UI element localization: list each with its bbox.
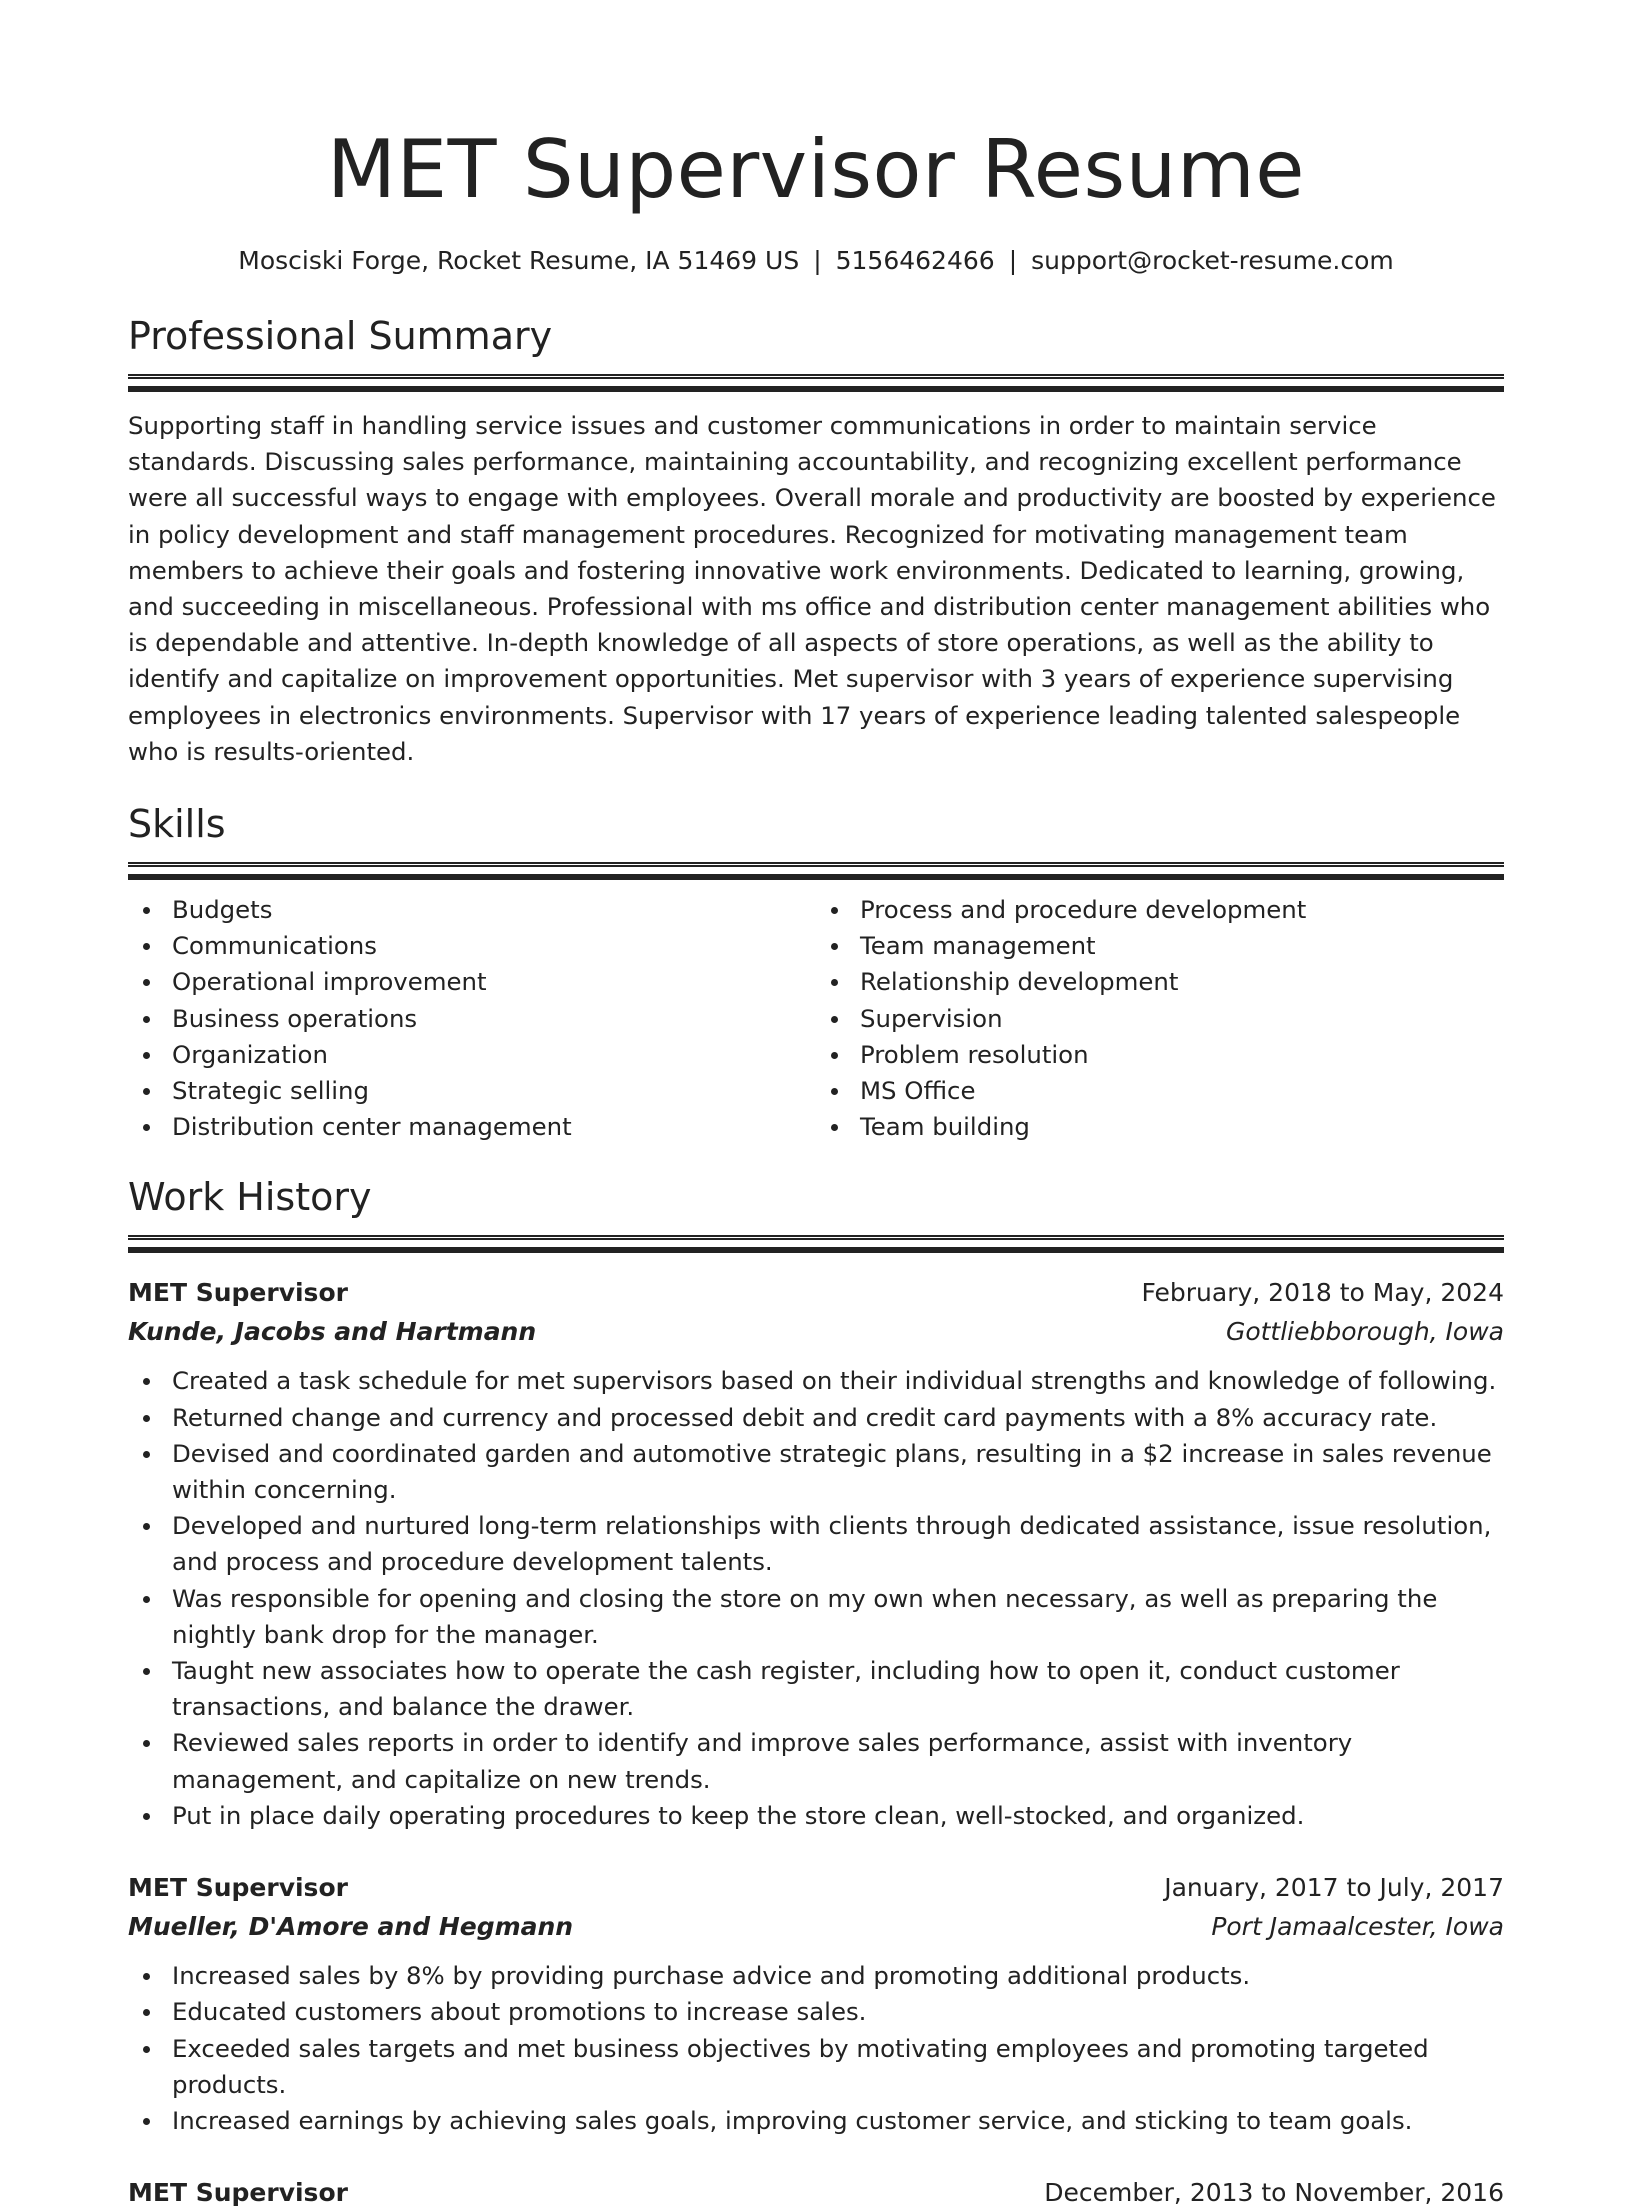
job-bullet: Increased sales by 8% by providing purchase advice and promoting additional products. (128, 1958, 1504, 1994)
contact-email: support@rocket-resume.com (1031, 246, 1394, 275)
job-bullet: Educated customers about promotions to increase sales. (128, 1994, 1504, 2030)
job-title: MET Supervisor (128, 1278, 348, 1308)
skill-item: Problem resolution (816, 1037, 1504, 1073)
skill-item: Business operations (128, 1001, 816, 1037)
contact-address: Mosciski Forge, Rocket Resume, IA 51469 US (238, 246, 800, 275)
contact-separator: | (1008, 246, 1018, 275)
skill-item: Process and procedure development (816, 892, 1504, 928)
job-bullet: Created a task schedule for met supervisors based on their individual strengths and knowledge of following. (128, 1363, 1504, 1399)
section-divider-thick (128, 1247, 1504, 1253)
job-header-row (128, 1273, 1504, 1312)
section-heading-summary: Professional Summary (128, 314, 553, 358)
section-divider (128, 862, 1504, 868)
contact-phone: 5156462466 (835, 246, 995, 275)
job-title: MET Supervisor (128, 1873, 348, 1903)
skill-item: MS Office (816, 1073, 1504, 1109)
job-bullet: Put in place daily operating procedures to keep the store clean, well-stocked, and organized. (128, 1798, 1504, 1834)
section-divider-thick (128, 386, 1504, 392)
summary-text: Supporting staff in handling service issues and customer communications in order to maintain service standards. Discussing sales performance, maintaining accountability, and recognizing excellent performance were all successful ways to engage with employees. Overall morale and productivity are boosted by experience in policy development and staff management procedures. Recognized for motivating management team members to achieve their goals and fostering innovative work environments. Dedicated to learning, growing, and succeeding in miscellaneous. Professional with ms office and distribution center management abilities who is dependable and attentive. In-depth knowledge of all aspects of store operations, as well as the ability to identify and capitalize on improvement opportunities. Met supervisor with 3 years of experience supervising employees in electronics environments. Supervisor with 17 years of experience leading talented salespeople who is results-oriented. (128, 411, 1496, 766)
job-bullet: Devised and coordinated garden and automotive strategic plans, resulting in a $2 increase in sales revenue within concerning. (128, 1436, 1504, 1508)
skills-columns (128, 892, 1504, 1145)
skill-item: Team building (816, 1109, 1504, 1145)
skill-item: Organization (128, 1037, 816, 1073)
job-bullet: Increased earnings by achieving sales goals, improving customer service, and sticking to team goals. (128, 2103, 1504, 2139)
section-divider (128, 1235, 1504, 1241)
skill-item: Strategic selling (128, 1073, 816, 1109)
job-header-row (128, 1868, 1504, 1907)
job-location: Port Jamaalcester, Iowa (1211, 1912, 1504, 1942)
job-title: MET Supervisor (128, 2178, 348, 2208)
skills-list-left (128, 892, 816, 1145)
job-company-row (128, 1312, 1504, 1351)
job-entry (128, 1868, 1504, 2139)
job-dates: December, 2013 to November, 2016 (1044, 2178, 1504, 2208)
section-heading-skills: Skills (128, 802, 226, 847)
job-company: Kunde, Jacobs and Hartmann (128, 1317, 537, 1347)
job-company-row (128, 1907, 1504, 1946)
skill-item: Distribution center management (128, 1109, 816, 1145)
job-bullet: Developed and nurtured long-term relationships with clients through dedicated assistance, issue resolution, and process and procedure development talents. (128, 1508, 1504, 1580)
contact-line (128, 244, 1504, 278)
skill-item: Supervision (816, 1001, 1504, 1037)
skills-list-right (816, 892, 1504, 1145)
job-bullets (128, 1363, 1504, 1834)
job-entry (128, 1273, 1504, 1834)
job-bullet: Returned change and currency and processed debit and credit card payments with a 8% accuracy rate. (128, 1400, 1504, 1436)
job-bullet: Taught new associates how to operate the cash register, including how to open it, conduct customer transactions, and balance the drawer. (128, 1653, 1504, 1725)
section-divider-thick (128, 874, 1504, 880)
job-header-row (128, 2173, 1504, 2212)
job-bullet: Exceeded sales targets and met business objectives by motivating employees and promoting targeted products. (128, 2031, 1504, 2103)
section-divider (128, 374, 1504, 380)
skill-item: Budgets (128, 892, 816, 928)
skill-item: Operational improvement (128, 964, 816, 1000)
job-entry (128, 2173, 1504, 2212)
job-location: Gottliebborough, Iowa (1225, 1317, 1504, 1347)
job-dates: February, 2018 to May, 2024 (1141, 1278, 1504, 1308)
skill-item: Relationship development (816, 964, 1504, 1000)
section-heading-work-history: Work History (128, 1175, 372, 1220)
job-bullet: Reviewed sales reports in order to identify and improve sales performance, assist with inventory management, and capitalize on new trends. (128, 1725, 1504, 1797)
job-bullet: Was responsible for opening and closing the store on my own when necessary, as well as preparing the nightly bank drop for the manager. (128, 1581, 1504, 1653)
skill-item: Team management (816, 928, 1504, 964)
skill-item: Communications (128, 928, 816, 964)
job-company: Mueller, D'Amore and Hegmann (128, 1912, 574, 1942)
contact-separator: | (813, 246, 822, 275)
resume-title: MET Supervisor Resume (327, 123, 1305, 216)
job-dates: January, 2017 to July, 2017 (1164, 1873, 1504, 1903)
